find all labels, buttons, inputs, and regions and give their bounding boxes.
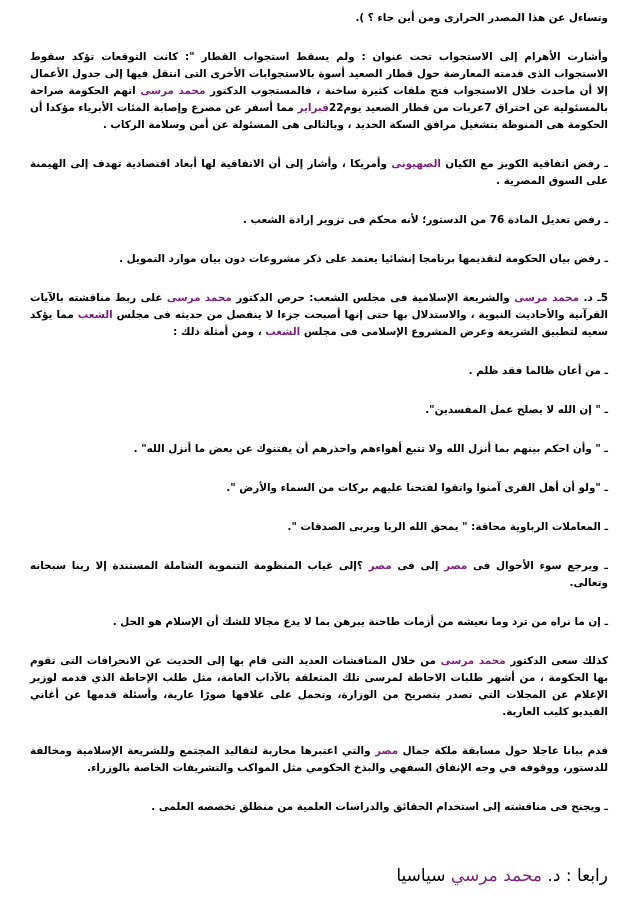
- paragraph-government-statement: ـ رفض بيان الحكومة لتقديمها برنامجا إنشائيا يعتمد على ذكر مشروعات دون بيان موارد التمويل .: [119, 253, 608, 265]
- highlight-month: فبراير: [297, 102, 329, 114]
- quote-item: ـ " وأن احكم بينهم بما أنزل الله ولا تتبع أهواءهم واحذرهم أن يفتنوك عن بعض ما أنزل الله" .: [133, 443, 608, 455]
- highlight-name: محمد مرسى: [140, 85, 206, 97]
- highlight-egypt: مصر: [444, 560, 468, 572]
- highlight-name: محمد مرسى: [166, 292, 232, 304]
- highlight-name: محمد مرسي: [450, 866, 543, 886]
- paragraph-government-deviations: كذلك سعى الدكتور محمد مرسى من خلال المناقشات العديد التى قام بها إلى الحديث عن الانحرافات التى تقوم بها الحكومة ، من أشهر طلبات الاحاطة لمرسى تلك المتعلقة بالآداب العامة، مثل طلب الإحاطة الذي قدمه لوزير الإعلام عن المجلات التي تصدر بتصريح من الوزارة، وتحمل على غلافها صورًا عارية، وأسئلة قدمها عن أغاني الفيديو كليب العارية.: [30, 655, 608, 718]
- paragraph-scientific-method: ـ ويجنح فى مناقشته إلى استخدام الحقائق والدراسات العلمية من منطلق تخصصه العلمى .: [151, 801, 608, 813]
- highlight-shaab: الشعب: [77, 309, 113, 321]
- highlight-name: محمد مرسى: [514, 292, 580, 304]
- section-heading: رابعا : د. محمد مرسي سياسيا: [396, 866, 608, 886]
- highlight-egypt: مصر: [368, 560, 392, 572]
- quote-item: ـ المعاملات الرباوية محاقة: " يمحق الله الربا ويربى الصدقات ".: [287, 521, 608, 533]
- highlight-shaab: الشعب: [265, 326, 301, 338]
- paragraph-sharia-section: 5ـ د. محمد مرسى والشريعة الإسلامية فى مجلس الشعب: حرص الدكتور محمد مرسى على ربط مناقشته بالآيات القرآنية والأحاديث النبوية ، والاستدلال بها حتى إنها أصبحت جزءا لا ينفصل من حديثه فى مجلس الشعب مما يؤكد سعيه لتطبيق الشريعة وعرض المشروع الإسلامى فى مجلس الشعب ، ومن أمثلة ذلك :: [30, 292, 608, 338]
- quote-item: ـ "ولو أن أهل القرى آمنوا واتقوا لفتحنا عليهم بركات من السماء والأرض ".: [226, 482, 608, 494]
- paragraph-question: وتساءل عن هذا المصدر الحرارى ومن أين جاء ؟ ).: [355, 12, 608, 24]
- highlight-name: محمد مرسى: [440, 655, 506, 667]
- paragraph-islam-solution: ـ إن ما نراه من ترد وما نعيشه من أزمات طاحنة يبرهن بما لا يدع مجالا للشك أن الإسلام هو الحل .: [112, 616, 608, 628]
- quote-item: ـ من أعان ظالما فقد ظلم .: [468, 365, 608, 377]
- paragraph-article-76: ـ رفض تعديل المادة 76 من الدستور؛ لأنه محكم فى تزوير إرادة الشعب .: [242, 214, 608, 226]
- highlight-egypt: مصر: [375, 745, 399, 757]
- document-body: [30, 10, 608, 816]
- paragraph-beauty-contest: قدم بيانا عاجلا حول مسابقة ملكة جمال مصر والتي اعتبرها محاربة لتقاليد المجتمع وللشريعة الإسلامية ومخالفة للدستور، ووقوفه في وجه الإنفاق السفهي والبذخ الحكومي مثل المواكب والتشريفات الخاصة بالوزراء.: [30, 745, 609, 774]
- highlight-zionist: الصهيونى: [391, 158, 441, 170]
- paragraph-qiz: ـ رفض اتفاقية الكويز مع الكيان الصهيونى وأمريكا ، وأشار إلى أن الاتفاقية لها أبعاد اقتصادية تهدف إلى الهيمنة على السوق المصرية .: [30, 158, 608, 187]
- paragraph-conditions-egypt: ـ ويرجع سوء الأحوال فى مصر إلى فى مصر ؟إلى غياب المنظومة التنموية الشاملة المستندة إلا ربنا سبحانه وتعالى.: [30, 560, 608, 589]
- paragraph-train-interpellation: وأشارت الأهرام إلى الاستجواب تحت عنوان : ولم يسقط استجواب القطار ": كانت التوقعات تؤكد سقوط الاستجواب الذى قدمته المعارضة حول قطار الصعيد أسوة بالاستجوابات الأخرى التى انتقل فيها إلى جدول الأعمال إلا أن ماحدث خلال الاستجواب فتح ملفات كثيرة ساخنة ، فالمستجوب الدكتور محمد مرسى اتهم الحكومة صراحة بالمسئولية عن احتراق 7عربات من قطار الصعيد يوم22فبراير مما أسفر عن مصرع وإصابة المئات الأبرياء مؤكدا أن الحكومة هى المنوطة بتشغيل مرافق السكة الحديد ، وبالتالى هى المسئولة عن أمن وسلامة الركاب .: [30, 51, 608, 131]
- quote-item: ـ " إن الله لا يصلح عمل المفسدين".: [425, 404, 608, 416]
